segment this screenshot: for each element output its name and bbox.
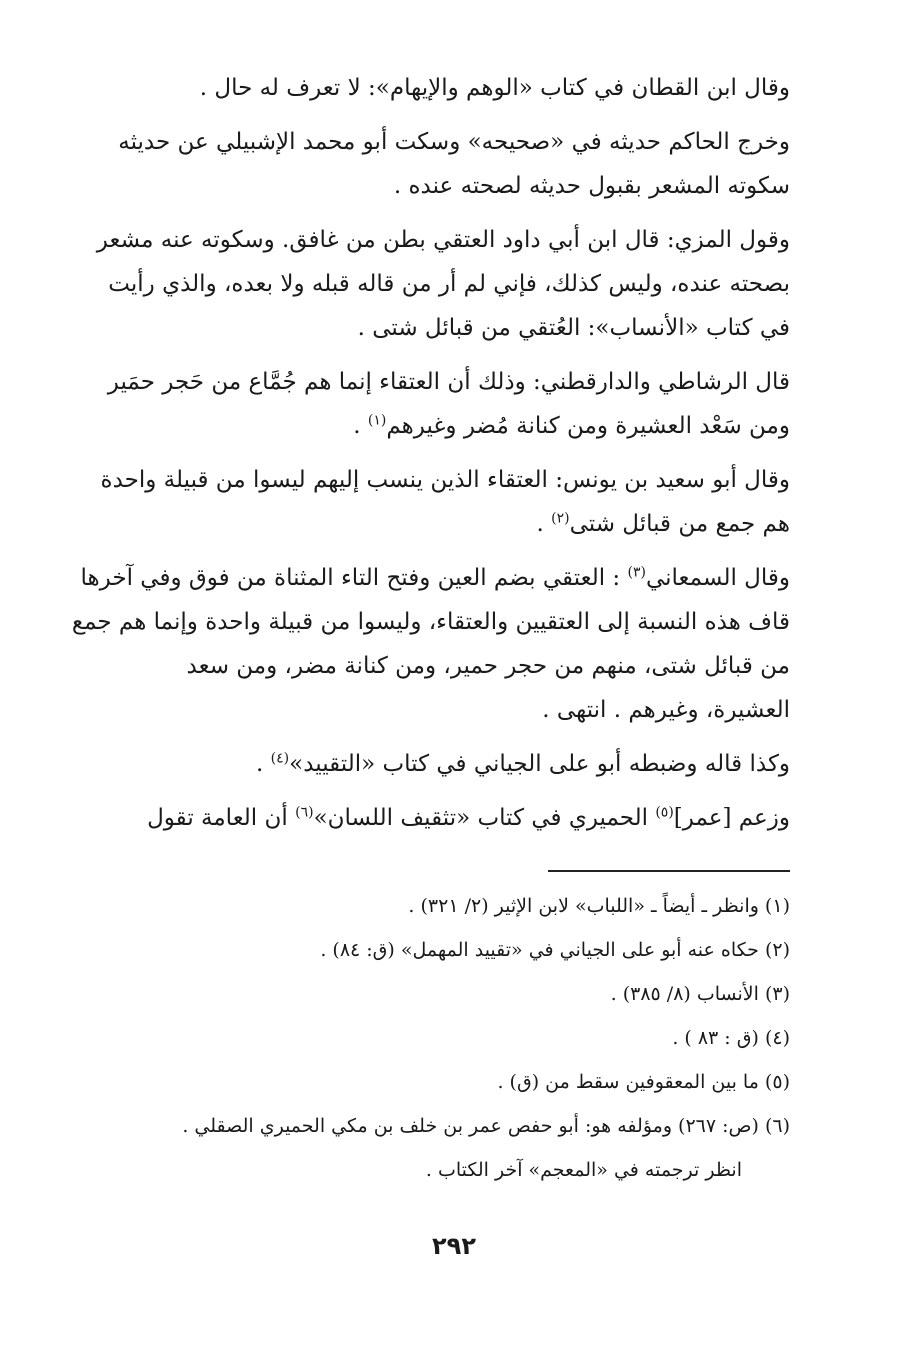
footnote-ref: (٣) — [627, 564, 646, 581]
footnote-ref: (٥) — [655, 804, 674, 821]
footnote-ref: (٢) — [551, 510, 570, 527]
text-segment: . — [353, 413, 368, 439]
text-line: في كتاب «الأنساب»: العُتقي من قبائل شتى . — [357, 315, 790, 341]
text-segment: وقال السمعاني — [645, 565, 790, 591]
page-number: ٢٩٢ — [432, 1232, 476, 1260]
paragraph-ibn-yunus — [80, 458, 790, 546]
footnote-1: (١) وانظر ـ أيضاً ـ «اللباب» لابن الإثير (٢/ ٣٢١) . — [408, 895, 790, 917]
paragraph-ibn-qattan — [80, 66, 790, 110]
text-line: سكوته المشعر بقبول حديثه لصحته عنده . — [393, 173, 790, 199]
text-segment: أن العامة تقول — [147, 805, 296, 831]
paragraph-jayyani — [80, 742, 790, 786]
footnote-6-continuation: انظر ترجمته في «المعجم» آخر الكتاب . — [425, 1159, 742, 1181]
text-segment: : العتقي بضم العين وفتح التاء المثناة من فوق وفي آخرها — [80, 565, 628, 591]
text-line — [80, 796, 790, 840]
footnote-ref: (٤) — [270, 750, 290, 767]
text-line: وقال ابن القطان في كتاب «الوهم والإيهام»: لا تعرف له حال . — [199, 75, 790, 101]
text-line — [80, 742, 790, 786]
paragraph-hakim — [80, 120, 790, 208]
footnote-ref: (٦) — [295, 804, 314, 821]
text-segment: . — [256, 751, 271, 777]
text-segment: . — [536, 511, 552, 537]
text-line: العشيرة، وغيرهم . انتهى . — [542, 697, 790, 723]
paragraph-humayri — [80, 796, 790, 840]
text-line: من قبائل شتى، منهم من حجر حمير، ومن كنانة مضر، ومن سعد — [186, 653, 790, 679]
text-line — [80, 404, 790, 448]
footnote-ref: (١) — [367, 412, 387, 429]
footnote-2: (٢) حكاه عنه أبو على الجياني في «تقييد المهمل» (ق: ٨٤) . — [320, 939, 790, 961]
text-segment: الحميري في كتاب «تثقيف اللسان» — [313, 805, 656, 831]
footnotes — [80, 884, 790, 1192]
text-segment: وكذا قاله وضبطه أبو على الجياني في كتاب «التقييد» — [289, 751, 790, 777]
paragraph-mizzi — [80, 218, 790, 350]
footnote-4: (٤) (ق : ٨٣ ) . — [672, 1027, 790, 1049]
text-line: قال الرشاطي والدارقطني: وذلك أن العتقاء إنما هم جُمَّاع من حَجر حمَير — [107, 369, 790, 395]
text-line: بصحته عنده، وليس كذلك، فإني لم أر من قاله قبله ولا بعده، والذي رأيت — [108, 271, 790, 297]
text-segment: هم جمع من قبائل شتى — [569, 511, 790, 537]
paragraph-rushati — [80, 360, 790, 448]
text-segment: ومن سَعْد العشيرة ومن كنانة مُضر وغيرهم — [386, 413, 790, 439]
text-line: وقال أبو سعيد بن يونس: العتقاء الذين ينسب إليهم ليسوا من قبيلة واحدة — [100, 467, 790, 493]
text-line — [80, 502, 790, 546]
body-text — [71, 66, 790, 850]
paragraph-samani — [71, 556, 790, 732]
footnote-separator — [548, 870, 790, 872]
footnote-5: (٥) ما بين المعقوفين سقط من (ق) . — [497, 1071, 790, 1093]
text-line: قاف هذه النسبة إلى العتقيين والعتقاء، وليسوا من قبيلة واحدة وإنما هم جمع — [71, 609, 790, 635]
footnote-3: (٣) الأنساب (٨/ ٣٨٥) . — [610, 983, 790, 1005]
text-segment: وزعم [عمر] — [673, 805, 790, 831]
text-line — [80, 556, 790, 600]
text-line: وخرج الحاكم حديثه في «صحيحه» وسكت أبو محمد الإشبيلي عن حديثه — [118, 129, 790, 155]
footnote-6: (٦) (ص: ٢٦٧) ومؤلفه هو: أبو حفص عمر بن خلف بن مكي الحميري الصقلي . — [182, 1115, 790, 1137]
text-line: وقول المزي: قال ابن أبي داود العتقي بطن من غافق. وسكوته عنه مشعر — [96, 227, 790, 253]
